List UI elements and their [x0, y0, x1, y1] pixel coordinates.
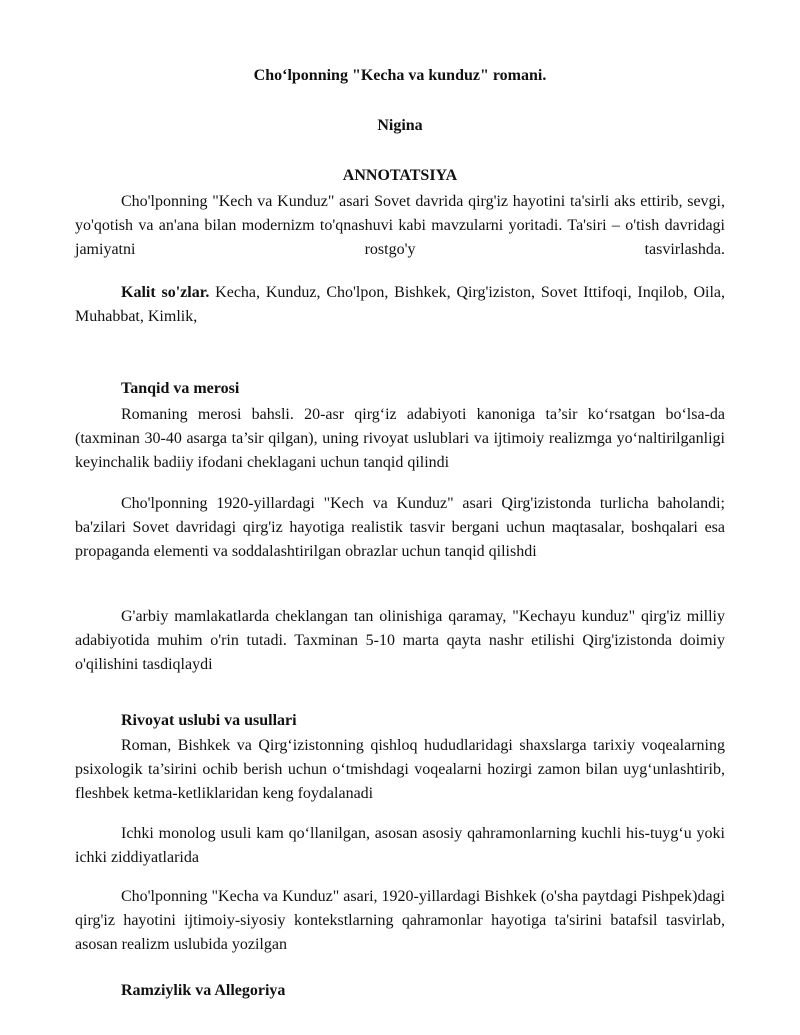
- annotation-text: Cho'lponning "Kech va Kunduz" asari Sovet davrida qirg'iz hayotini ta'sirli aks ettirib, sevgi, yo'qotish va an'ana bilan modernizm to'qnashuvi kabi mavzularni yoritadi. Ta'siri – o'tish davridagi jamiyatni rostgo'y tasvirlashda.: [75, 193, 725, 258]
- section-heading-criticism: Tanqid va merosi: [121, 380, 240, 397]
- keywords-paragraph: [75, 281, 725, 329]
- criticism-paragraph-2: Cho'lponning 1920-yillardagi "Kech va Kunduz" asari Qirg'izistonda turlicha baholandi; ba'zilari Sovet davridagi qirg'iz hayotiga realistik tasvir bergani uchun maqtasalar, boshqalari esa propaganda elementi va soddalashtirilgan obrazlar uchun tanqid qilishdi: [75, 495, 725, 560]
- criticism-paragraph-1: Romaning merosi bahsli. 20-asr qirg‘iz adabiyoti kanoniga ta’sir ko‘rsatgan bo‘lsa-da (taxminan 30-40 asarga ta’sir qilgan), uning rivoyat uslublari va ijtimoiy realizmga yo‘naltirilganligi keyinchalik badiiy ifodani cheklagani uchun tanqid qilindi: [75, 406, 725, 471]
- narrative-paragraph-3: Cho'lponning "Kecha va Kunduz" asari, 1920-yillardagi Bishkek (o'sha paytdagi Pishpek)dagi qirg'iz hayotini ijtimoiy-siyosiy kontekstlarning qahramonlar hayotiga ta'sirini batafsil tasvirlab, asosan realizm uslubida yozilgan: [75, 888, 725, 953]
- annotation-heading: ANNOTATSIYA: [342, 167, 458, 184]
- document-title: Cho‘lponning "Kecha va kunduz" romani.: [253, 67, 547, 84]
- keywords-text: Kecha, Kunduz, Cho'lpon, Bishkek, Qirg'iziston, Sovet Ittifoqi, Inqilob, Oila, Muhabbat, Kimlik,: [75, 284, 725, 325]
- section-heading-narrative: Rivoyat uslubi va usullari: [121, 712, 297, 729]
- author-name: Nigina: [377, 117, 423, 134]
- narrative-paragraph-2: Ichki monolog usuli kam qo‘llanilgan, asosan asosiy qahramonlarning kuchli his-tuyg‘u yoki ichki ziddiyatlarida: [75, 825, 725, 866]
- keywords-label: Kalit so'zlar.: [121, 284, 210, 301]
- criticism-paragraph-3: G'arbiy mamlakatlarda cheklangan tan olinishiga qaramay, "Kechayu kunduz" qirg'iz milliy adabiyotida muhim o'rin tutadi. Taxminan 5-10 marta qayta nashr etilishi Qirg'izistonda doimiy o'qilishini tasdiqlaydi: [75, 608, 725, 673]
- section-heading-symbolism: Ramziylik va Allegoriya: [121, 982, 286, 999]
- narrative-paragraph-1: Roman, Bishkek va Qirg‘izistonning qishloq hududlaridagi shaxslarga tarixiy voqealarning psixologik ta’sirini ochib berish uchun o‘tmishdagi voqealarni hozirgi zamon bilan uyg‘unlashtirib, fleshbek ketma-ketliklaridan keng foydalanadi: [75, 737, 725, 802]
